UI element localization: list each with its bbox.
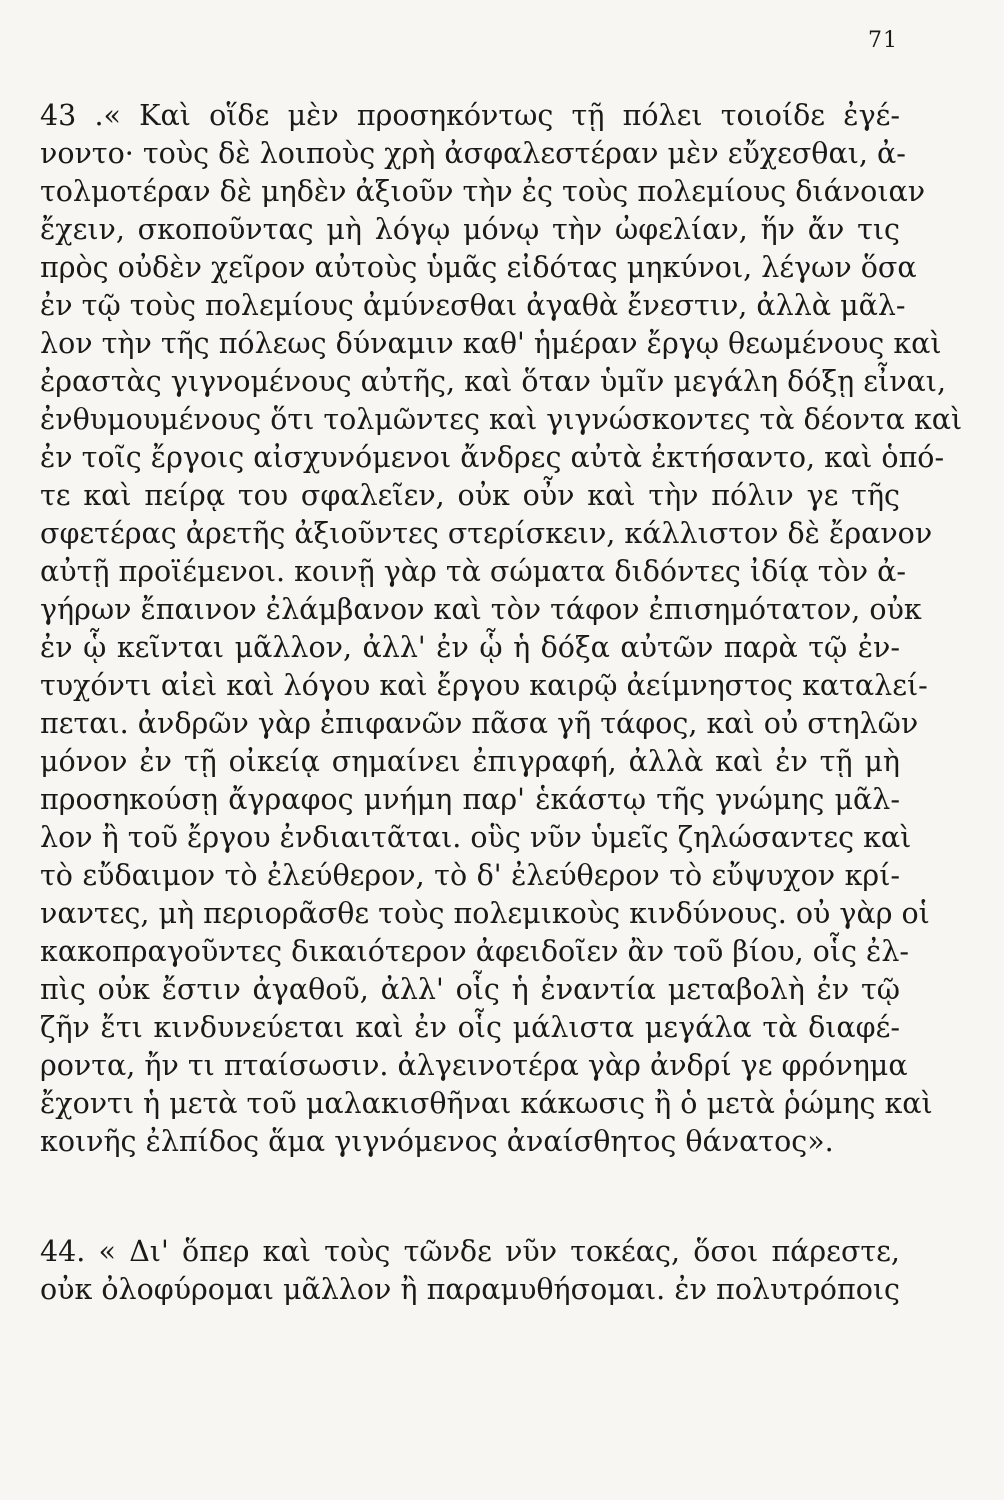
text-line: τολμοτέραν δὲ μηδὲν ἀξιοῦν τὴν ἐς τοὺς πολεμίους διάνοιαν (40, 175, 926, 208)
text-line: τυχόντι αἰεὶ καὶ λόγου καὶ ἔργου καιρῷ ἀείμνηστος καταλεί- (40, 669, 928, 702)
text-line: ἐραστὰς γιγνομένους αὐτῆς, καὶ ὅταν ὑμῖν μεγάλη δόξῃ εἶναι, (40, 365, 947, 398)
text-line: αὐτῇ προϊέμενοι. κοινῇ γὰρ τὰ σώματα διδόντες ἰδίᾳ τὸν ἀ- (40, 555, 906, 588)
text-line: λον ἢ τοῦ ἔργου ἐνδιαιτᾶται. οὓς νῦν ὑμεῖς ζηλώσαντες καὶ (40, 821, 912, 854)
text-line: σφετέρας ἀρετῆς ἀξιοῦντες στερίσκειν, κάλλιστον δὲ ἔρανον (40, 517, 933, 550)
text-line: γήρων ἔπαινον ἐλάμβανον καὶ τὸν τάφον ἐπισημότατον, οὐκ (40, 593, 922, 626)
text-line: κοινῆς ἐλπίδος ἅμα γιγνόμενος ἀναίσθητος θάνατος». (40, 1125, 834, 1158)
text-line: οὐκ ὀλοφύρομαι μᾶλλον ἢ παραμυθήσομαι. ἐν πολυτρόποις (40, 1273, 900, 1306)
text-line: 44. « Δι' ὅπερ καὶ τοὺς τῶνδε νῦν τοκέας, ὅσοι πάρεστε, (40, 1235, 900, 1268)
text-line: ἔχειν, σκοποῦντας μὴ λόγῳ μόνῳ τὴν ὠφελίαν, ἥν ἄν τις (40, 213, 900, 246)
text-line: ἔχοντι ἡ μετὰ τοῦ μαλακισθῆναι κάκωσις ἢ ὁ μετὰ ῥώμης καὶ (40, 1087, 933, 1120)
text-line: ζῆν ἔτι κινδυνεύεται καὶ ἐν οἷς μάλιστα μεγάλα τὰ διαφέ- (40, 1011, 900, 1044)
text-line: ἐν τοῖς ἔργοις αἰσχυνόμενοι ἄνδρες αὐτὰ ἐκτήσαντο, καὶ ὁπό- (40, 441, 945, 474)
text-line: ἐν ᾧ κεῖνται μᾶλλον, ἀλλ' ἐν ᾧ ἡ δόξα αὐτῶν παρὰ τῷ ἐν- (40, 631, 900, 664)
page-number: 71 (868, 28, 898, 53)
text-line: 43 .« Καὶ οἵδε μὲν προσηκόντως τῇ πόλει τοιοίδε ἐγέ- (40, 99, 900, 132)
text-line: ἐν τῷ τοὺς πολεμίους ἀμύνεσθαι ἀγαθὰ ἔνεστιν, ἀλλὰ μᾶλ- (40, 289, 906, 322)
text-line: πὶς οὐκ ἔστιν ἀγαθοῦ, ἀλλ' οἷς ἡ ἐναντία μεταβολὴ ἐν τῷ (40, 973, 900, 1006)
text-line: ναντες, μὴ περιορᾶσθε τοὺς πολεμικοὺς κινδύνους. οὐ γὰρ οἱ (40, 897, 930, 930)
text-line: τὸ εὔδαιμον τὸ ἐλεύθερον, τὸ δ' ἐλεύθερον τὸ εὔψυχον κρί- (40, 859, 900, 892)
text-line: ροντα, ἤν τι πταίσωσιν. ἀλγεινοτέρα γὰρ ἀνδρί γε φρόνημα (40, 1049, 908, 1082)
text-line: μόνον ἐν τῇ οἰκείᾳ σημαίνει ἐπιγραφή, ἀλλὰ καὶ ἐν τῇ μὴ (40, 745, 900, 778)
text-line: πρὸς οὐδὲν χεῖρον αὐτοὺς ὑμᾶς εἰδότας μηκύνοι, λέγων ὅσα (40, 251, 917, 284)
text-line: πεται. ἀνδρῶν γὰρ ἐπιφανῶν πᾶσα γῆ τάφος, καὶ οὐ στηλῶν (40, 707, 919, 740)
text-line: κακοπραγοῦντες δικαιότερον ἀφειδοῖεν ἂν τοῦ βίου, οἷς ἐλ- (40, 935, 910, 968)
text-line: ἐνθυμουμένους ὅτι τολμῶντες καὶ γιγνώσκοντες τὰ δέοντα καὶ (40, 403, 963, 436)
text-line: προσηκούσῃ ἄγραφος μνήμη παρ' ἑκάστῳ τῆς γνώμης μᾶλ- (40, 783, 900, 816)
text-line: λον τὴν τῆς πόλεως δύναμιν καθ' ἡμέραν ἔργῳ θεωμένους καὶ (40, 327, 942, 360)
text-line: νοντο· τοὺς δὲ λοιποὺς χρὴ ἀσφαλεστέραν μὲν εὔχεσθαι, ἀ- (40, 137, 906, 170)
text-line: τε καὶ πείρᾳ του σφαλεῖεν, οὐκ οὖν καὶ τὴν πόλιν γε τῆς (40, 479, 900, 512)
